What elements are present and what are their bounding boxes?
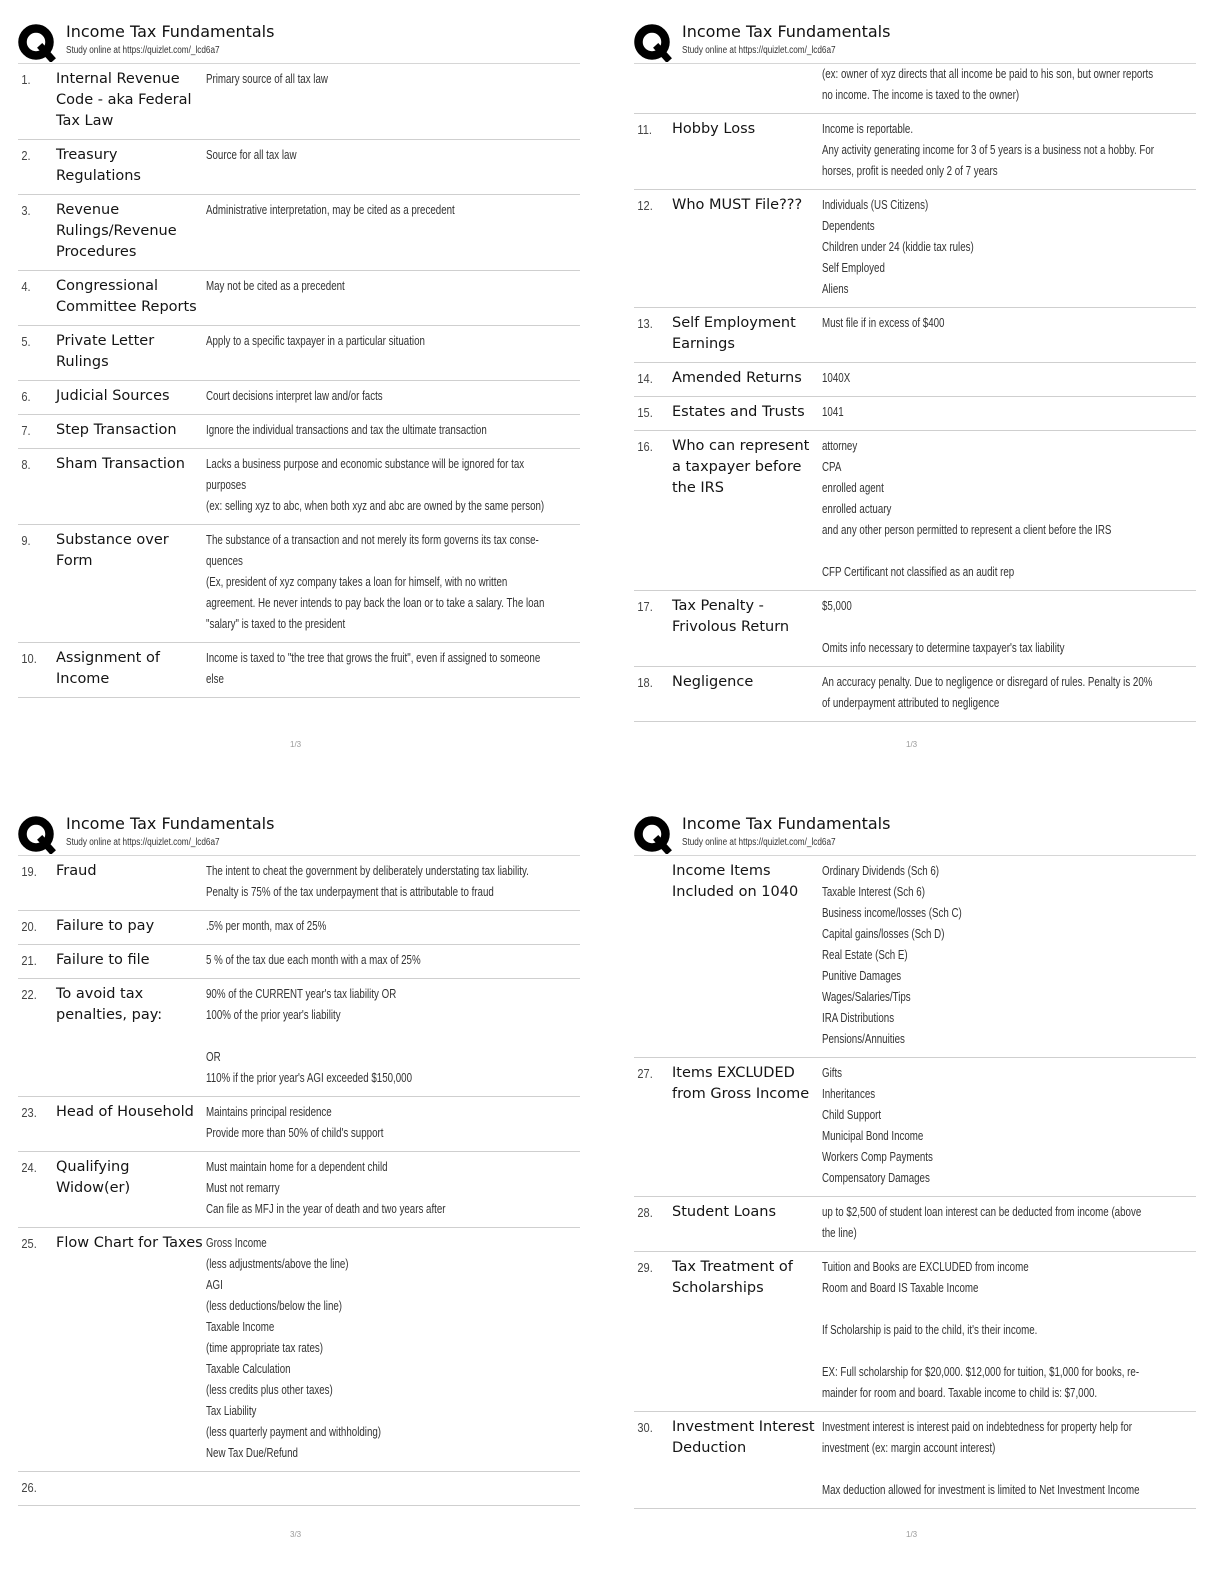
flashcard-row bbox=[634, 1412, 1196, 1509]
definition-line: Dependents bbox=[822, 219, 875, 233]
card-term: Step Transaction bbox=[56, 422, 177, 438]
card-definition bbox=[206, 861, 529, 903]
definition-line: Lacks a business purpose and economic substance will be ignored for tax bbox=[206, 457, 525, 471]
flashcard-row bbox=[18, 1097, 580, 1152]
flashcard-list bbox=[18, 856, 580, 1506]
card-number: 20. bbox=[21, 919, 37, 934]
card-term: Failure to file bbox=[56, 952, 150, 968]
definition-line: Any activity generating income for 3 of 5 years is a business not a hobby. For bbox=[822, 143, 1155, 157]
card-number: 22. bbox=[21, 987, 37, 1002]
card-number: 2. bbox=[21, 148, 31, 163]
card-number: 27. bbox=[637, 1066, 653, 1081]
flashcard-row bbox=[18, 449, 580, 525]
definition-line: 90% of the CURRENT year's tax liability OR bbox=[206, 987, 397, 1001]
definition-line: Gifts bbox=[822, 1066, 843, 1080]
definition-line: Wages/Salaries/Tips bbox=[822, 990, 911, 1004]
definition bbox=[822, 64, 1154, 106]
definition-line: Investment interest is interest paid on indebtedness for property help for bbox=[822, 1420, 1133, 1434]
card-definition bbox=[206, 1477, 498, 1498]
card-term: Substance over Form bbox=[56, 532, 169, 569]
definition-line: Gross Income bbox=[206, 1236, 267, 1250]
card-number bbox=[634, 861, 666, 1050]
card-number: 9. bbox=[21, 533, 31, 548]
definition-line: attorney bbox=[822, 439, 858, 453]
definition-line: (less adjustments/above the line) bbox=[206, 1257, 349, 1271]
card-definition bbox=[822, 195, 1114, 300]
card-definition bbox=[822, 1417, 1140, 1501]
card-number: 26. bbox=[21, 1480, 37, 1495]
flashcard-row bbox=[634, 856, 1196, 1058]
flashcard-row bbox=[634, 591, 1196, 667]
card-term: Internal Revenue Code - aka Federal Tax Law bbox=[56, 71, 192, 129]
page-number: 1/3 bbox=[906, 740, 918, 749]
definition-line: (Ex, president of xyz company takes a loan for himself, with no written bbox=[206, 575, 508, 589]
card-definition bbox=[822, 1063, 1114, 1189]
definition-line: and any other person permitted to represent a client before the IRS bbox=[822, 523, 1112, 537]
flashcard-row bbox=[634, 667, 1196, 722]
card-number: 14. bbox=[637, 371, 653, 386]
page-header bbox=[634, 814, 1196, 856]
definition-line: Taxable Interest (Sch 6) bbox=[822, 885, 925, 899]
flashcard-row bbox=[18, 271, 580, 326]
flashcard-list bbox=[634, 64, 1196, 722]
page-header bbox=[18, 22, 580, 64]
card-number: 4. bbox=[21, 279, 31, 294]
card-term: Items EXCLUDED from Gross Income bbox=[672, 1065, 810, 1102]
definition-line: enrolled actuary bbox=[822, 502, 892, 516]
flashcard-row bbox=[634, 363, 1196, 397]
quizlet-logo-icon bbox=[634, 816, 672, 854]
card-definition bbox=[206, 916, 498, 937]
page-header bbox=[18, 814, 580, 856]
definition-line: 100% of the prior year's liability bbox=[206, 1008, 341, 1022]
definition-line bbox=[206, 1026, 498, 1047]
card-definition bbox=[206, 984, 498, 1089]
card-definition bbox=[206, 276, 498, 318]
definition-line: Tuition and Books are EXCLUDED from income bbox=[822, 1260, 1029, 1274]
definition-line: Source for all tax law bbox=[206, 148, 297, 162]
definition-line: no income. The income is taxed to the owner) bbox=[822, 88, 1020, 102]
card-term: Tax Penalty - Frivolous Return bbox=[672, 598, 790, 635]
definition-line: horses, profit is needed only 2 of 7 years bbox=[822, 164, 998, 178]
definition-line: Tax Liability bbox=[206, 1404, 257, 1418]
card-term: Congressional Committee Reports bbox=[56, 278, 197, 315]
definition-line: of underpayment attributed to negligence bbox=[822, 696, 1000, 710]
flashcard-row bbox=[18, 381, 580, 415]
definition-line: Inheritances bbox=[822, 1087, 876, 1101]
quizlet-logo-icon bbox=[634, 24, 672, 62]
page-number: 1/3 bbox=[906, 1530, 918, 1539]
card-number: 21. bbox=[21, 953, 37, 968]
definition-line: $5,000 bbox=[822, 599, 852, 613]
card-term: Who can represent a taxpayer before the IRS bbox=[672, 438, 810, 496]
definition-line: CPA bbox=[822, 460, 842, 474]
flashcard-row bbox=[634, 308, 1196, 363]
card-definition bbox=[822, 119, 1155, 182]
definition-line: An accuracy penalty. Due to negligence or disregard of rules. Penalty is 20% bbox=[822, 675, 1153, 689]
card-term: Hobby Loss bbox=[672, 121, 756, 137]
definition-line: Must maintain home for a dependent child bbox=[206, 1160, 388, 1174]
definition-line bbox=[822, 1299, 1114, 1320]
flashcard-row bbox=[634, 431, 1196, 591]
definition-line: Taxable Calculation bbox=[206, 1362, 291, 1376]
quizlet-logo-icon bbox=[18, 816, 56, 854]
card-number: 12. bbox=[637, 198, 653, 213]
definition-line: May not be cited as a precedent bbox=[206, 279, 345, 293]
definition-line: Child Support bbox=[822, 1108, 882, 1122]
flashcard-row bbox=[18, 979, 580, 1097]
page-2 bbox=[634, 22, 1196, 722]
card-term: Negligence bbox=[672, 674, 754, 690]
card-definition bbox=[822, 672, 1153, 714]
flashcard-row bbox=[18, 911, 580, 945]
definition-line: else bbox=[206, 672, 224, 686]
definition-line: Ignore the individual transactions and tax the ultimate transaction bbox=[206, 423, 487, 437]
flashcard-row bbox=[18, 326, 580, 381]
definition-line: up to $2,500 of student loan interest can be deducted from income (above bbox=[822, 1205, 1142, 1219]
flashcard-row bbox=[18, 140, 580, 195]
definition-line: Aliens bbox=[822, 282, 849, 296]
definition-line: Income is reportable. bbox=[822, 122, 914, 136]
card-definition bbox=[206, 420, 498, 441]
header-title: Income Tax Fundamentals bbox=[682, 814, 891, 833]
card-number: 28. bbox=[637, 1205, 653, 1220]
definition-line: (time appropriate tax rates) bbox=[206, 1341, 324, 1355]
card-number: 5. bbox=[21, 334, 31, 349]
header-subtitle: Study online at https://quizlet.com/_lcd6a7 bbox=[682, 837, 836, 848]
definition-line: enrolled agent bbox=[822, 481, 884, 495]
card-term: Investment Interest Deduction bbox=[672, 1419, 815, 1456]
definition-line: Administrative interpretation, may be cited as a precedent bbox=[206, 203, 455, 217]
card-number: 11. bbox=[637, 122, 652, 137]
definition-line: OR bbox=[206, 1050, 221, 1064]
definition-line: Pensions/Annuities bbox=[822, 1032, 905, 1046]
page-number: 3/3 bbox=[290, 1530, 302, 1539]
card-term: Flow Chart for Taxes bbox=[56, 1235, 203, 1251]
definition-line: Taxable Income bbox=[206, 1320, 275, 1334]
card-term: Treasury Regulations bbox=[56, 147, 141, 184]
flashcard-row bbox=[18, 643, 580, 698]
card-term: Self Employment Earnings bbox=[672, 315, 796, 352]
page-4 bbox=[634, 814, 1196, 1509]
definition-line: Capital gains/losses (Sch D) bbox=[822, 927, 945, 941]
flashcard-row bbox=[634, 397, 1196, 431]
card-definition bbox=[206, 331, 498, 373]
definition-line: (less quarterly payment and withholding) bbox=[206, 1425, 382, 1439]
card-number: 18. bbox=[637, 675, 653, 690]
header-subtitle: Study online at https://quizlet.com/_lcd6a7 bbox=[66, 837, 220, 848]
card-term: Assignment of Income bbox=[56, 650, 160, 687]
definition-line: Municipal Bond Income bbox=[822, 1129, 924, 1143]
card-term: Amended Returns bbox=[672, 370, 802, 386]
card-term: Fraud bbox=[56, 863, 97, 879]
card-number: 25. bbox=[21, 1236, 37, 1251]
page-1 bbox=[18, 22, 580, 698]
flashcard-row bbox=[18, 195, 580, 271]
card-number: 17. bbox=[637, 599, 653, 614]
definition-line: The substance of a transaction and not merely its form governs its tax conse- bbox=[206, 533, 539, 547]
flashcard-row bbox=[634, 1252, 1196, 1412]
definition-line: purposes bbox=[206, 478, 247, 492]
definition-line: 5 % of the tax due each month with a max of 25% bbox=[206, 953, 421, 967]
card-definition bbox=[206, 1102, 498, 1144]
card-term: To avoid tax penalties, pay: bbox=[56, 986, 163, 1023]
card-term: Head of Household bbox=[56, 1104, 194, 1120]
card-definition bbox=[206, 1157, 498, 1220]
definition-line: investment (ex: margin account interest) bbox=[822, 1441, 996, 1455]
definition-line: Room and Board IS Taxable Income bbox=[822, 1281, 979, 1295]
continuation-row bbox=[634, 64, 1196, 114]
definition-line: (ex: owner of xyz directs that all income be paid to his son, but owner reports bbox=[822, 67, 1154, 81]
definition-line: AGI bbox=[206, 1278, 223, 1292]
card-definition bbox=[822, 861, 1114, 1050]
definition-line bbox=[822, 1341, 1114, 1362]
definition-line: New Tax Due/Refund bbox=[206, 1446, 298, 1460]
card-term: Income Items Included on 1040 bbox=[672, 863, 799, 900]
flashcard-list bbox=[18, 64, 580, 698]
card-number: 23. bbox=[21, 1105, 37, 1120]
flashcard-row bbox=[634, 190, 1196, 308]
definition-line: quences bbox=[206, 554, 243, 568]
card-definition bbox=[822, 368, 1114, 389]
card-definition bbox=[206, 950, 498, 971]
definition-line: 110% if the prior year's AGI exceeded $150,000 bbox=[206, 1071, 413, 1085]
definition-line: Children under 24 (kiddie tax rules) bbox=[822, 240, 974, 254]
definition-line: "salary" is taxed to the president bbox=[206, 617, 346, 631]
page-number: 1/3 bbox=[290, 740, 302, 749]
card-term: Who MUST File??? bbox=[672, 197, 803, 213]
header-subtitle: Study online at https://quizlet.com/_lcd6a7 bbox=[682, 45, 836, 56]
definition-line: Real Estate (Sch E) bbox=[822, 948, 908, 962]
card-definition bbox=[206, 454, 545, 517]
card-number: 24. bbox=[21, 1160, 37, 1175]
card-term: Revenue Rulings/Revenue Procedures bbox=[56, 202, 177, 260]
card-definition bbox=[822, 1257, 1140, 1404]
card-number: 29. bbox=[637, 1260, 653, 1275]
definition-line: Penalty is 75% of the tax underpayment that is attributable to fraud bbox=[206, 885, 494, 899]
card-term: Private Letter Rulings bbox=[56, 333, 155, 370]
definition-line: mainder for room and board. Taxable income to child is: $7,000. bbox=[822, 1386, 1098, 1400]
definition-line: Omits info necessary to determine taxpayer's tax liability bbox=[822, 641, 1065, 655]
card-definition bbox=[822, 1202, 1142, 1244]
definition-line bbox=[822, 541, 1114, 562]
card-number: 10. bbox=[21, 651, 37, 666]
card-definition bbox=[206, 69, 498, 132]
header-subtitle: Study online at https://quizlet.com/_lcd6a7 bbox=[66, 45, 220, 56]
card-number: 7. bbox=[21, 423, 31, 438]
definition-line: Must file if in excess of $400 bbox=[822, 316, 945, 330]
definition-line: Self Employed bbox=[822, 261, 885, 275]
definition-line: Maintains principal residence bbox=[206, 1105, 332, 1119]
card-number: 8. bbox=[21, 457, 31, 472]
flashcard-row bbox=[634, 1058, 1196, 1197]
flashcard-row bbox=[18, 856, 580, 911]
card-definition bbox=[206, 145, 498, 187]
card-number: 16. bbox=[637, 439, 653, 454]
card-definition bbox=[206, 530, 545, 635]
card-number: 6. bbox=[21, 389, 31, 404]
flashcard-row bbox=[18, 525, 580, 643]
card-definition bbox=[206, 1233, 498, 1464]
card-term: Failure to pay bbox=[56, 918, 155, 934]
definition-line: If Scholarship is paid to the child, it's their income. bbox=[822, 1323, 1038, 1337]
definition-line: Workers Comp Payments bbox=[822, 1150, 933, 1164]
flashcard-row bbox=[18, 1152, 580, 1228]
header-title: Income Tax Fundamentals bbox=[66, 814, 275, 833]
definition-line: EX: Full scholarship for $20,000. $12,000 for tuition, $1,000 for books, re- bbox=[822, 1365, 1140, 1379]
page-3 bbox=[18, 814, 580, 1506]
definition-line: Primary source of all tax law bbox=[206, 72, 328, 86]
card-number: 3. bbox=[21, 203, 31, 218]
definition-line: Income is taxed to "the tree that grows the fruit", even if assigned to someone bbox=[206, 651, 541, 665]
definition-line: (less deductions/below the line) bbox=[206, 1299, 343, 1313]
definition-line: 1041 bbox=[822, 405, 844, 419]
card-definition bbox=[822, 436, 1114, 583]
page-header bbox=[634, 22, 1196, 64]
definition-line: Business income/losses (Sch C) bbox=[822, 906, 962, 920]
quizlet-logo-icon bbox=[18, 24, 56, 62]
definition-line: Apply to a specific taxpayer in a particular situation bbox=[206, 334, 425, 348]
definition-line: 1040X bbox=[822, 371, 851, 385]
card-term: Tax Treatment of Scholarships bbox=[672, 1259, 793, 1296]
card-term: Student Loans bbox=[672, 1204, 777, 1220]
definition-line: the line) bbox=[822, 1226, 857, 1240]
flashcard-row bbox=[18, 945, 580, 979]
definition-line bbox=[822, 1459, 1114, 1480]
definition-line: Court decisions interpret law and/or facts bbox=[206, 389, 383, 403]
definition-line: CFP Certificant not classified as an audit rep bbox=[822, 565, 1015, 579]
card-definition bbox=[822, 402, 1114, 423]
card-number: 19. bbox=[21, 864, 37, 879]
definition-line: Compensatory Damages bbox=[822, 1171, 930, 1185]
card-definition bbox=[206, 200, 498, 263]
definition-line: IRA Distributions bbox=[822, 1011, 895, 1025]
definition-line: (ex: selling xyz to abc, when both xyz and abc are owned by the same person) bbox=[206, 499, 545, 513]
definition-line: The intent to cheat the government by deliberately understating tax liability. bbox=[206, 864, 529, 878]
card-definition bbox=[822, 313, 1114, 355]
card-term: Qualifying Widow(er) bbox=[56, 1159, 131, 1196]
flashcard-row bbox=[634, 1197, 1196, 1252]
definition-line: Max deduction allowed for investment is limited to Net Investment Income bbox=[822, 1483, 1140, 1497]
header-title: Income Tax Fundamentals bbox=[682, 22, 891, 41]
flashcard-row bbox=[18, 1228, 580, 1472]
flashcard-row bbox=[18, 415, 580, 449]
card-number: 1. bbox=[21, 72, 31, 87]
header-title: Income Tax Fundamentals bbox=[66, 22, 275, 41]
definition-line bbox=[822, 617, 1114, 638]
definition-line: Ordinary Dividends (Sch 6) bbox=[822, 864, 940, 878]
card-term: Estates and Trusts bbox=[672, 404, 805, 420]
definition-line: agreement. He never intends to pay back the loan or to take a salary. The loan bbox=[206, 596, 545, 610]
definition-line: .5% per month, max of 25% bbox=[206, 919, 327, 933]
flashcard-list bbox=[634, 856, 1196, 1509]
definition-line: (less credits plus other taxes) bbox=[206, 1383, 333, 1397]
card-number: 30. bbox=[637, 1420, 653, 1435]
definition-line: Can file as MFJ in the year of death and two years after bbox=[206, 1202, 446, 1216]
card-term: Sham Transaction bbox=[56, 456, 185, 472]
flashcard-row bbox=[18, 1472, 580, 1506]
definition-line: Must not remarry bbox=[206, 1181, 280, 1195]
definition-line: Provide more than 50% of child's support bbox=[206, 1126, 384, 1140]
card-definition bbox=[206, 648, 541, 690]
card-term: Judicial Sources bbox=[56, 388, 170, 404]
flashcard-row bbox=[18, 64, 580, 140]
flashcard-row bbox=[634, 114, 1196, 190]
card-number: 13. bbox=[637, 316, 653, 331]
card-term bbox=[56, 1477, 206, 1498]
card-definition bbox=[206, 386, 498, 407]
card-number: 15. bbox=[637, 405, 653, 420]
card-definition bbox=[822, 596, 1114, 659]
definition-line: Individuals (US Citizens) bbox=[822, 198, 929, 212]
definition-line: Punitive Damages bbox=[822, 969, 902, 983]
row-spacer bbox=[634, 64, 822, 106]
